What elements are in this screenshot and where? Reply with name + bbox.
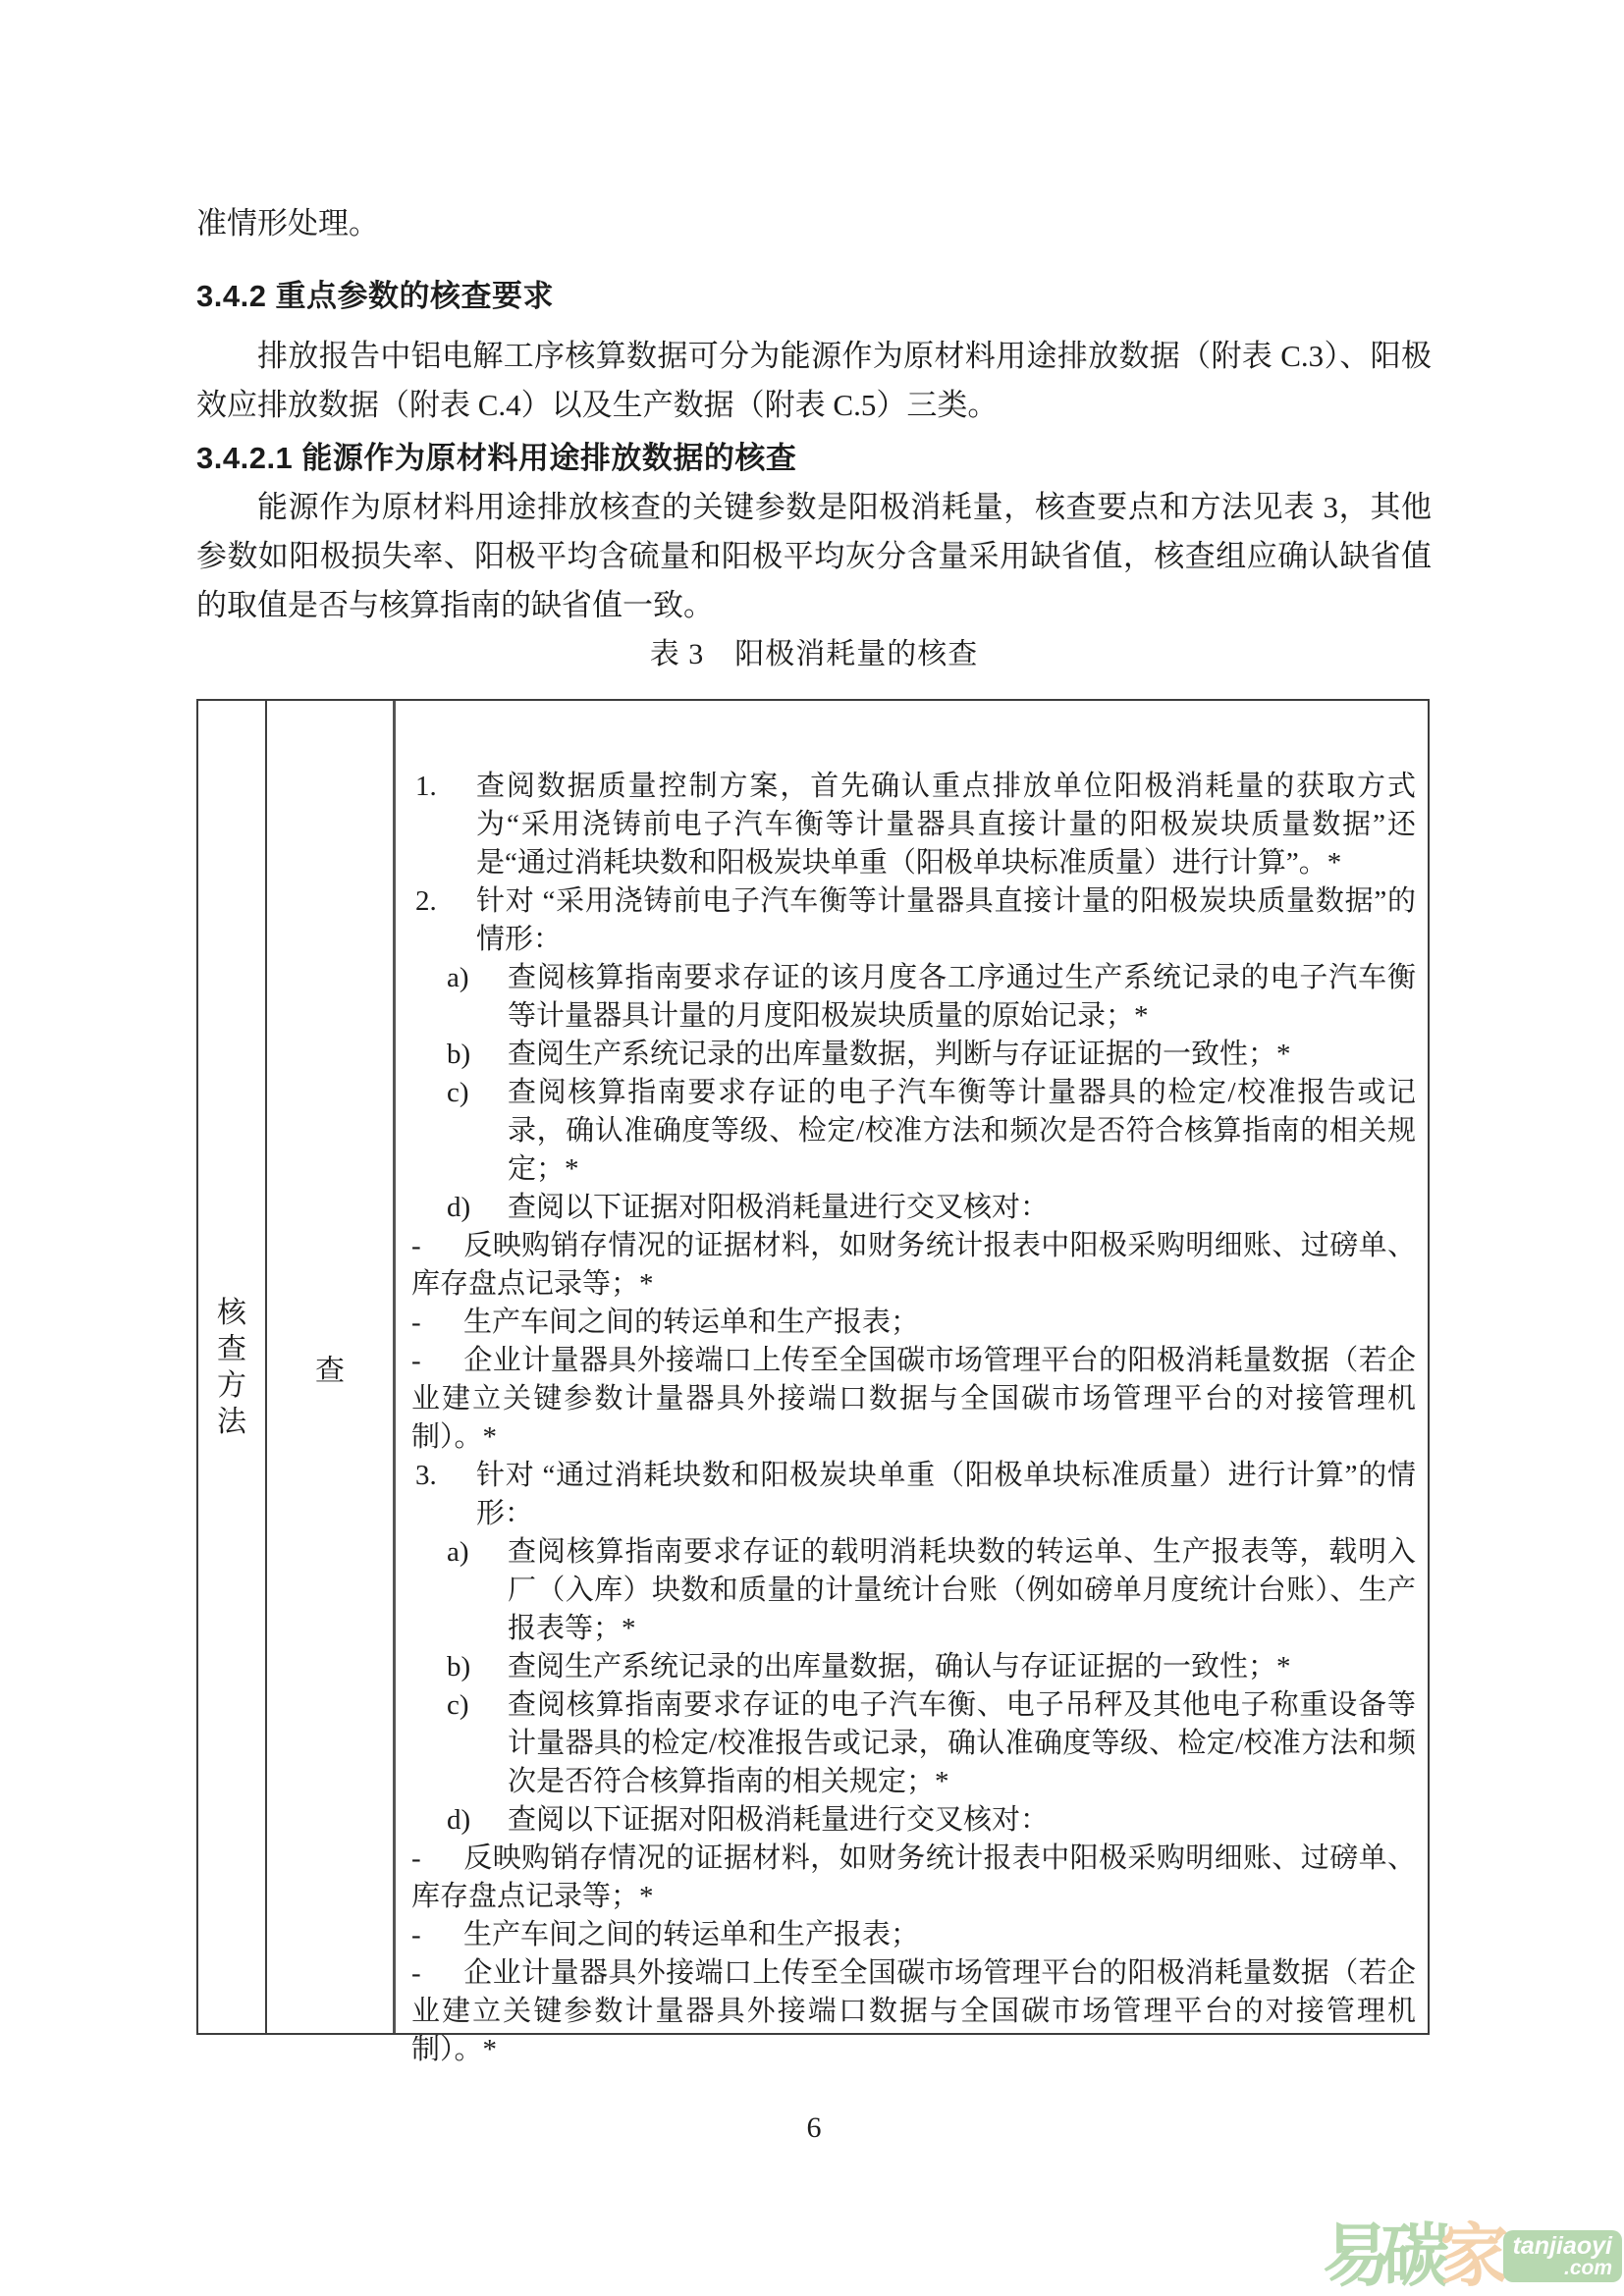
list-text: 反映购销存情况的证据材料，如财务统计报表中阳极采购明细账、过磅单、库存盘点记录等；* <box>411 1842 1416 1912</box>
table-list-item <box>411 1954 1416 2069</box>
section-heading-3-4-2-1: 3.4.2.1 能源作为原材料用途排放数据的核查 <box>196 441 797 475</box>
list-marker: 3. <box>415 1460 437 1491</box>
list-marker: d) <box>447 1804 471 1836</box>
watermark-char: 碳 <box>1380 2217 1444 2294</box>
list-marker: b) <box>447 1039 471 1070</box>
table-cell-method-detail <box>396 701 1428 2065</box>
list-marker: 1. <box>415 771 437 802</box>
table-list-item <box>411 1840 1416 1916</box>
list-text: 企业计量器具外接端口上传至全国碳市场管理平台的阳极消耗量数据（若企业建立关键参数计量器具外接端口数据与全国碳市场管理平台的对接管理机制）。* <box>411 1345 1416 1453</box>
table-list-item <box>411 1036 1416 1074</box>
watermark-badge-text: .com <box>1563 2256 1612 2279</box>
watermark-badge <box>1503 2230 1622 2282</box>
method-type-label: 查 <box>315 1354 345 1387</box>
list-text: 查阅数据质量控制方案，首先确认重点排放单位阳极消耗量的获取方式为“采用浇铸前电子汽车衡等计量器具直接计量的阳极炭块质量数据”还是“通过消耗块数和阳极炭块单重（阳极单块标准质量）进行计算”。* <box>476 771 1416 879</box>
watermark-char: 易 <box>1322 2217 1385 2294</box>
list-text: 生产车间之间的转运单和生产报表； <box>463 1919 920 1950</box>
rowheader-char: 方 <box>217 1368 246 1402</box>
section-heading-3-4-2: 3.4.2 重点参数的核查要求 <box>196 279 555 313</box>
list-text: 查阅核算指南要求存证的该月度各工序通过生产系统记录的电子汽车衡等计量器具计量的月度阳极炭块质量的原始记录；* <box>508 962 1416 1032</box>
list-marker: 2. <box>415 885 437 917</box>
paragraph-3-4-2: 排放报告中铝电解工序核算数据可分为能源作为原材料用途排放数据（附表 C.3）、阳极效应排放数据（附表 C.4）以及生产数据（附表 C.5）三类。 <box>196 339 1432 422</box>
page-body <box>196 199 1432 2065</box>
list-marker: - <box>411 1230 421 1261</box>
list-marker: - <box>411 1842 421 1874</box>
list-marker: - <box>411 1957 421 1989</box>
table-list-item <box>411 1533 1416 1648</box>
list-text: 查阅以下证据对阳极消耗量进行交叉核对： <box>508 1804 1050 1836</box>
watermark-badge-text: tanjiaoyi <box>1512 2231 1612 2260</box>
list-marker: a) <box>447 1536 469 1568</box>
table-list-item <box>411 1304 1416 1342</box>
table-list-item <box>411 1074 1416 1189</box>
list-text: 反映购销存情况的证据材料，如财务统计报表中阳极采购明细账、过磅单、库存盘点记录等；* <box>411 1230 1416 1300</box>
list-text: 查阅生产系统记录的出库量数据，确认与存证证据的一致性；* <box>508 1651 1291 1682</box>
table-list-item <box>411 1457 1416 1533</box>
paragraph-continuation: 准情形处理。 <box>196 206 379 240</box>
list-marker: - <box>411 1345 421 1376</box>
table-list-item <box>411 1648 1416 1686</box>
paragraph-3-4-2-1: 能源作为原材料用途排放核查的关键参数是阳极消耗量，核查要点和方法见表 3，其他参数如阳极损失率、阳极平均含硫量和阳极平均灰分含量采用缺省值，核查组应确认缺省值的取值是否与核算指南的缺省值一致。 <box>196 490 1432 622</box>
table-list-item <box>411 1916 1416 1954</box>
list-marker: - <box>411 1307 421 1338</box>
rowheader-char: 核 <box>217 1296 246 1329</box>
table-list-item <box>411 1686 1416 1801</box>
list-text: 查阅核算指南要求存证的载明消耗块数的转运单、生产报表等，载明入厂（入库）块数和质量的计量统计台账（例如磅单月度统计台账）、生产报表等；* <box>508 1536 1416 1644</box>
list-text: 查阅核算指南要求存证的电子汽车衡、电子吊秤及其他电子称重设备等计量器具的检定/校准报告或记录，确认准确度等级、检定/校准方法和频次是否符合核算指南的相关规定；* <box>508 1689 1416 1797</box>
table-list-item <box>411 1189 1416 1227</box>
table-list-item <box>411 882 1416 959</box>
table-list-item <box>411 1342 1416 1457</box>
list-marker: a) <box>447 962 469 993</box>
list-marker: c) <box>447 1689 469 1721</box>
table-list-item <box>411 1801 1416 1840</box>
list-marker: - <box>411 1919 421 1950</box>
page-number: 6 <box>806 2111 822 2144</box>
list-marker: c) <box>447 1077 469 1108</box>
rowheader-char: 法 <box>217 1405 246 1438</box>
table-caption: 表 3 阳极消耗量的核查 <box>649 638 979 670</box>
watermark-logo <box>1322 2217 1622 2294</box>
list-text: 针对 “通过消耗块数和阳极炭块单重（阳极单块标准质量）进行计算”的情形： <box>476 1460 1416 1529</box>
list-text: 查阅核算指南要求存证的电子汽车衡等计量器具的检定/校准报告或记录，确认准确度等级、检定/校准方法和频次是否符合核算指南的相关规定；* <box>508 1077 1416 1185</box>
list-text: 查阅生产系统记录的出库量数据，判断与存证证据的一致性；* <box>508 1039 1291 1070</box>
table-list-item <box>411 768 1416 882</box>
verification-table <box>196 699 1430 2065</box>
list-text: 生产车间之间的转运单和生产报表； <box>463 1307 920 1338</box>
rowheader-char: 查 <box>217 1332 246 1365</box>
list-text: 查阅以下证据对阳极消耗量进行交叉核对： <box>508 1192 1050 1223</box>
table-list-item <box>411 1227 1416 1304</box>
table-rowheader-verification-method <box>198 701 267 2033</box>
list-text: 企业计量器具外接端口上传至全国碳市场管理平台的阳极消耗量数据（若企业建立关键参数计量器具外接端口数据与全国碳市场管理平台的对接管理机制）。* <box>411 1957 1416 2065</box>
watermark-char: 家 <box>1439 2217 1503 2294</box>
list-marker: d) <box>447 1192 471 1223</box>
table-list-item <box>411 959 1416 1036</box>
table-cell-method-type <box>267 701 396 2033</box>
list-text: 针对 “采用浇铸前电子汽车衡等计量器具直接计量的阳极炭块质量数据”的情形： <box>476 885 1416 955</box>
list-marker: b) <box>447 1651 471 1682</box>
